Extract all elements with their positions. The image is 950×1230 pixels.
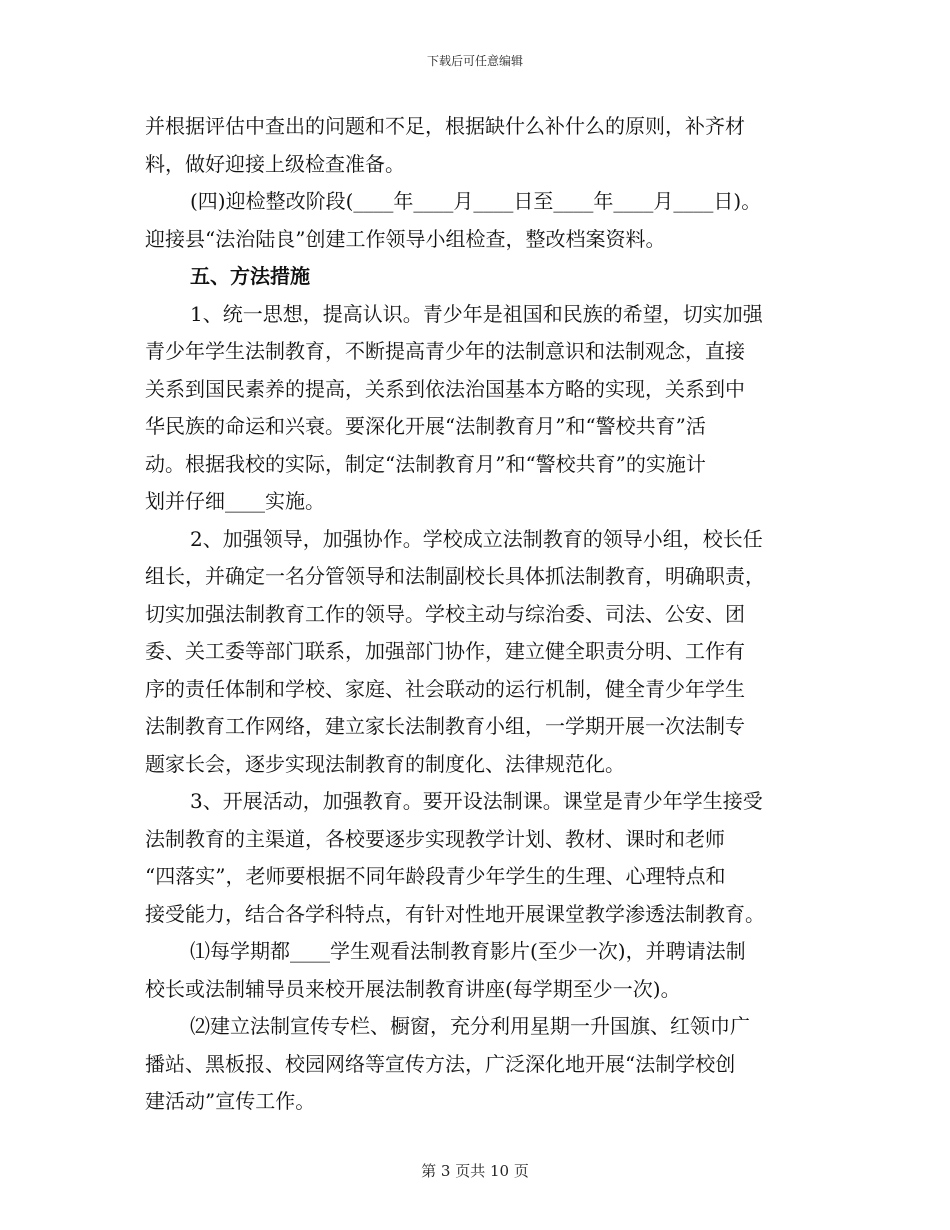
text-line: 序的责任体制和学校、家庭、社会联动的运行机制，健全青少年学生 bbox=[145, 676, 745, 701]
text-line: 播站、黑板报、校园网络等宣传方法，广泛深化地开展“法制学校创 bbox=[145, 1051, 736, 1076]
text-line: 切实加强法制教育工作的领导。学校主动与综治委、司法、公安、团 bbox=[145, 601, 745, 626]
text-line: 委、关工委等部门联系，加强部门协作，建立健全职责分明、工作有 bbox=[145, 639, 745, 663]
header-note: 下载后可任意编辑 bbox=[426, 54, 523, 68]
text-line: 校长或法制辅导员来校开展法制教育讲座(每学期至少一次)。 bbox=[145, 976, 681, 1001]
text-line: 法制教育的主渠道，各校要逐步实现教学计划、教材、课时和老师 bbox=[145, 826, 725, 851]
text-line: 题家长会，逐步实现法制教育的制度化、法律规范化。 bbox=[145, 751, 625, 776]
text-line: ⑴每学期都____学生观看法制教育影片(至少一次)，并聘请法制 bbox=[190, 939, 746, 963]
text-line: 2、加强领导，加强协作。学校成立法制教育的领导小组，校长任 bbox=[190, 526, 763, 551]
section-heading: 五、方法措施 bbox=[190, 264, 310, 288]
text-line: 接受能力，结合各学科特点，有针对性地开展课堂教学渗透法制教育。 bbox=[145, 901, 765, 926]
text-line: 迎接县“法治陆良”创建工作领导小组检查，整改档案资料。 bbox=[145, 226, 666, 251]
text-line: 法制教育工作网络，建立家长法制教育小组，一学期开展一次法制专 bbox=[145, 714, 745, 738]
text-line: 料，做好迎接上级检查准备。 bbox=[145, 151, 405, 176]
text-line: 3、开展活动，加强教育。要开设法制课。课堂是青少年学生接受 bbox=[190, 789, 763, 813]
document-body bbox=[145, 108, 815, 1121]
text-line: 建活动”宣传工作。 bbox=[145, 1089, 316, 1113]
text-line: ⑵建立法制宣传专栏、橱窗，充分利用星期一升国旗、红领巾广 bbox=[190, 1014, 750, 1038]
text-line: (四)迎检整改阶段(____年____月____日至____年____月____日)。 bbox=[190, 189, 762, 213]
text-line: 关系到国民素养的提高，关系到依法治国基本方略的实现，关系到中 bbox=[145, 376, 745, 401]
page-number-footer: 第 3 页共 10 页 bbox=[421, 1162, 529, 1180]
text-line: 青少年学生法制教育，不断提高青少年的法制意识和法制观念，直接 bbox=[145, 339, 745, 363]
text-line: 华民族的命运和兴衰。要深化开展“法制教育月”和“警校共育”活 bbox=[145, 414, 706, 438]
text-line: 组长，并确定一名分管领导和法制副校长具体抓法制教育，明确职责， bbox=[145, 564, 765, 588]
text-line: 1、统一思想，提高认识。青少年是祖国和民族的希望，切实加强 bbox=[190, 301, 763, 326]
text-line: 动。根据我校的实际，制定“法制教育月”和“警校共育”的实施计 bbox=[145, 451, 706, 476]
text-line: “四落实”，老师要根据不同年龄段青少年学生的生理、心理特点和 bbox=[145, 864, 726, 888]
text-line: 划并仔细____实施。 bbox=[145, 489, 325, 513]
text-line: 并根据评估中查出的问题和不足，根据缺什么补什么的原则，补齐材 bbox=[145, 114, 745, 138]
